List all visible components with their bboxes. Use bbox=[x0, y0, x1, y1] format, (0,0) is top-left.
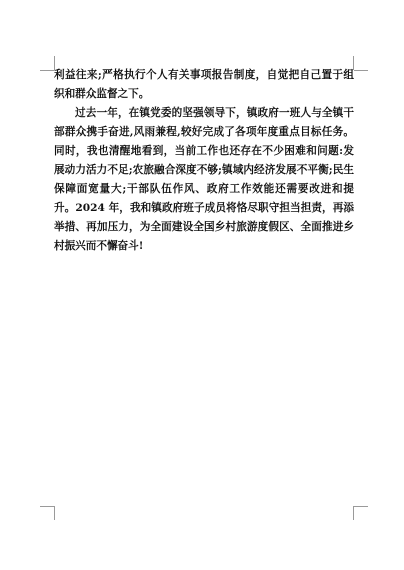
crop-mark-bottom-left-h bbox=[40, 506, 54, 507]
paragraph-summary: 过去一年，在镇党委的坚强领导下，镇政府一班人与全镇干部群众携手奋进,风雨兼程,较好完成了各项年度重点目标任务。同时，我也清醒地看到，当前工作也还存在不少困难和问题:发展动力活力不足;农旅融合深度不够;镇域内经济发展不平衡;民生保障面宽量大;干部队伍作风、政府工作效能还需要改进和提升。2024 年，我和镇政府班子成员将恪尽职守担当担责，再添举措、再加压力，为全面建设全国乡村旅游度假区、全面推进乡村振兴而不懈奋斗! bbox=[54, 107, 354, 252]
crop-mark-top-left-h bbox=[40, 70, 54, 71]
crop-mark-bottom-left-v bbox=[54, 506, 55, 520]
crop-mark-bottom-right-h bbox=[354, 506, 368, 507]
paragraph-continued: 利益往来;严格执行个人有关事项报告制度，自觉把自己置于组织和群众监督之下。 bbox=[54, 69, 354, 100]
crop-mark-bottom-right-v bbox=[353, 506, 354, 520]
document-body bbox=[54, 66, 354, 256]
crop-mark-top-right-h bbox=[354, 70, 368, 71]
